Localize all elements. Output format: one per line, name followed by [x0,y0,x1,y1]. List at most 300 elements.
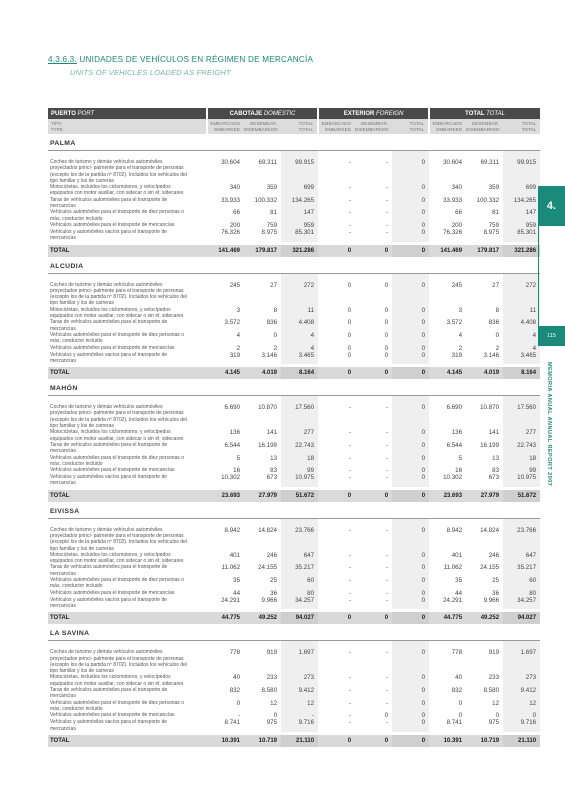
table-row [48,687,540,700]
cell-value: 10.302 [221,474,241,482]
cell-value: 9.412 [281,687,318,700]
cell-value: 0 [503,712,540,719]
cell-value: 0 [392,564,429,577]
cell-value: - [348,577,352,585]
cell-value: 14.824 [480,526,500,534]
cell-value: 759 [266,221,278,229]
port-name: LA SAVINA [48,627,540,641]
cell-value: 0 [236,699,241,707]
cell-value: 4 [281,345,318,352]
table-row [48,273,540,307]
total-value: 0 [392,245,429,257]
cell-value: 2 [495,344,500,352]
cell-value: 99 [503,467,540,474]
cell-value: 0 [392,209,429,222]
cell-value: - [348,674,352,682]
table-row [48,712,540,719]
header-foreign: EXTERIOR FOREIGN [318,108,429,119]
cell-value: 272 [281,273,318,307]
port-name: ALCUDIA [48,260,540,274]
cell-value: 4.408 [503,319,540,332]
cell-value: 673 [266,474,278,482]
cell-value: - [385,719,389,727]
cell-value: 0 [384,331,389,339]
cell-value: 25 [492,577,500,585]
cell-value: 33.933 [443,196,463,204]
total-value: 0 [392,612,429,624]
table-row [48,577,540,590]
cell-value: 0 [392,429,429,442]
cell-value: 18 [281,455,318,468]
table-row [48,229,540,242]
hdr-tot-disembarked: DESEMBAR. DISEMBARKED [466,119,503,134]
cell-value: 81 [270,209,278,217]
cell-value: 23.766 [281,518,318,552]
cell-value: 0 [392,641,429,675]
cell-value: 27 [492,281,500,289]
cell-value: 0 [273,712,278,720]
cell-value: 0 [392,184,429,197]
cell-value: 0 [392,597,429,610]
cell-value: 12 [492,699,500,707]
cell-value: 401 [229,551,241,559]
table-row [48,222,540,229]
cell-value: 0 [392,518,429,552]
section-subtitle: UNITS OF VEHICLES LOADED AS FREIGHT [70,68,231,77]
cell-value: - [348,196,352,204]
cell-value: 6.690 [224,404,241,412]
row-label: Motocicletas, incluidos los ciclomotores, y velocípedos equipados con motor auxiliar, con sidecar o sin él; sidecares [50,429,184,442]
cell-value: 3.572 [446,319,463,327]
total-value: 0 [355,367,392,379]
total-value: 23.693 [207,490,244,502]
cell-value: 141 [266,429,278,437]
cell-value: 0 [273,331,278,339]
cell-value: 11 [503,307,540,320]
total-value: 0 [318,490,355,502]
cell-value: 76.326 [443,228,463,236]
cell-value: 134.265 [281,197,318,210]
cell-value: - [348,454,352,462]
row-label: Vehículos y automóviles vacíos para el transporte de mercancías [50,351,168,364]
section-title-text: UNIDADES DE VEHÍCULOS EN RÉGIMEN DE MERCANCÍA [79,55,314,64]
total-value: 8.164 [503,367,540,379]
cell-value: 9.716 [503,719,540,732]
cell-value: 836 [266,319,278,327]
cell-value: 0 [392,307,429,320]
cell-value: 3 [458,306,463,314]
cell-value: - [385,551,389,559]
table-row [48,719,540,732]
cell-value: 40 [455,674,463,682]
cell-value: 0 [384,344,389,352]
cell-value: 3.146 [261,351,278,359]
total-value: 94.027 [503,612,540,624]
table-row [48,209,540,222]
hdr-tot-embarked: EMBARCADO EMBARKED [429,119,466,134]
cell-value: - [281,712,318,719]
cell-value: 81 [492,209,500,217]
cell-value: 8.942 [224,526,241,534]
cell-value: 246 [488,551,500,559]
cell-value: - [348,551,352,559]
cell-value: 3.465 [281,352,318,365]
port-name: MAHÓN [48,382,540,396]
cell-value: 6.544 [446,441,463,449]
cell-value: 8.580 [261,687,278,695]
total-value: 10.719 [244,735,281,747]
port-name: PALMA [48,137,540,151]
total-value: 0 [392,490,429,502]
total-value: 10.391 [429,735,466,747]
table-row [48,641,540,675]
total-value: 179.817 [244,245,281,257]
total-value: 0 [318,367,355,379]
cell-value: 0 [392,719,429,732]
cell-value: - [385,454,389,462]
chapter-tab: 4. [538,186,565,226]
cell-value: 4 [236,331,241,339]
cell-value: 0 [347,306,352,314]
section-heading [48,505,540,519]
cell-value: 10.870 [480,404,500,412]
table-row [48,597,540,610]
cell-value: 0 [384,306,389,314]
hdr-dom-embarked: EMBARCADO EMBARKED [207,119,244,134]
cell-value: 3.572 [224,319,241,327]
cell-value: 0 [347,281,352,289]
cell-value: 36 [270,589,278,597]
cell-value: 141 [488,429,500,437]
cell-value: - [385,649,389,657]
table-row [48,396,540,430]
cell-value: 0 [384,281,389,289]
hdr-for-embarked: EMBARCADO EMBARKED [318,119,355,134]
cell-value: 13 [270,454,278,462]
cell-value: - [385,596,389,604]
header-row-sub [48,119,540,134]
cell-value: 35.217 [503,564,540,577]
cell-value: 0 [347,331,352,339]
cell-value: 36 [492,589,500,597]
cell-value: - [385,467,389,475]
cell-value: 24.155 [480,564,500,572]
row-label: Motocicletas, incluidos los ciclomotores, y velocípedos equipados con motor auxiliar, con sidecar o sin él; sidecares [50,306,184,320]
cell-value: 647 [503,552,540,565]
cell-value: - [385,577,389,585]
cell-value: - [385,228,389,236]
cell-value: 27 [270,281,278,289]
cell-value: 10.302 [443,474,463,482]
cell-value: 4 [281,332,318,345]
cell-value: - [348,564,352,572]
cell-value: 0 [392,222,429,229]
cell-value: 69.311 [480,159,500,166]
cell-value: 60 [281,577,318,590]
cell-value: 9.966 [483,596,500,604]
section-heading [48,260,540,274]
cell-value: - [385,404,389,412]
cell-value: - [385,429,389,437]
table-row [48,518,540,552]
cell-value: 0 [392,229,429,242]
cell-value: 30.604 [443,159,463,166]
cell-value: 3.465 [503,352,540,365]
cell-value: 69.311 [258,159,278,166]
cell-value: - [348,467,352,475]
row-label: Vehículos y automóviles vacíos para el transporte de mercancías [50,719,168,732]
cell-value: 9.966 [261,596,278,604]
total-label: TOTAL [48,490,190,502]
row-label: Taras de vehículos automóviles para el transporte de mercancías [50,196,168,210]
cell-value: 134.265 [503,197,540,210]
total-value: 49.252 [244,612,281,624]
table-row [48,307,540,320]
cell-value: 16.199 [480,441,500,449]
cell-value: 4 [458,331,463,339]
cell-value: 33.933 [221,196,241,204]
cell-value: 2 [458,344,463,352]
cell-value: 17.560 [503,396,540,430]
cell-value: 1.697 [503,641,540,675]
cell-value: 10.975 [503,474,540,487]
cell-value: 34.257 [503,597,540,610]
cell-value: 0 [392,700,429,713]
row-label: Vehículos automóviles para el transporte de diez personas o más, conductor incluido [50,699,184,712]
cell-value: 8.741 [224,719,241,727]
cell-value: 6.690 [446,404,463,412]
total-value: 0 [318,612,355,624]
cell-value: 136 [229,429,241,437]
total-value: 0 [318,735,355,747]
total-value: 0 [392,367,429,379]
cell-value: 0 [392,474,429,487]
table-row [48,590,540,597]
cell-value: 233 [266,674,278,682]
total-value: 10.719 [466,735,503,747]
total-value: 141.469 [207,245,244,257]
table-row [48,151,540,185]
cell-value: 0 [392,352,429,365]
cell-value: 14.824 [258,526,278,534]
cell-value: 136 [451,429,463,437]
row-label: Motocicletas, incluidos los ciclomotores, y velocípedos equipados con motor auxiliar, con sidecar o sin él; sidecares [50,551,184,565]
cell-value: 0 [392,332,429,345]
cell-value: - [348,209,352,217]
cell-value: 0 [392,197,429,210]
cell-value: 673 [488,474,500,482]
cell-value: 8.580 [483,687,500,695]
cell-value: - [385,221,389,229]
cell-value: 233 [488,674,500,682]
cell-value: 0 [392,396,429,430]
cell-value: - [348,441,352,449]
cell-value: - [385,564,389,572]
cell-value: 17.560 [281,396,318,430]
cell-value: - [385,196,389,204]
row-label: Vehículos y automóviles vacíos para el transporte de mercancías [50,474,168,487]
cell-value: 44 [233,589,241,597]
cell-value: 0 [392,590,429,597]
table-row [48,564,540,577]
total-value: 51.672 [503,490,540,502]
total-value: 0 [355,735,392,747]
cell-value: 9.412 [503,687,540,700]
total-value: 4.145 [429,367,466,379]
table-row [48,197,540,210]
cell-value: 44 [455,589,463,597]
cell-value: 100.332 [254,196,278,204]
cell-value: 8.741 [446,719,463,727]
total-value: 141.469 [429,245,466,257]
cell-value: 6.544 [224,441,241,449]
header-type: TIPO TYPE [48,119,207,134]
cell-value: 200 [451,221,463,229]
cell-value: 8.975 [261,228,278,236]
table-row [48,474,540,487]
cell-value: 60 [503,577,540,590]
row-label: Vehículos automóviles para el transporte de mercancías [50,712,175,719]
cell-value: 0 [347,319,352,327]
cell-value: 80 [503,590,540,597]
cell-value: 13 [492,454,500,462]
cell-value: 2 [273,344,278,352]
cell-value: - [348,526,352,534]
table-row [48,345,540,352]
cell-value: 0 [384,712,389,720]
cell-value: 0 [384,351,389,359]
cell-value: 2 [236,344,241,352]
cell-value: 35 [233,577,241,585]
cell-value: 759 [488,221,500,229]
cell-value: - [385,184,389,192]
total-value: 0 [318,245,355,257]
cell-value: - [385,474,389,482]
cell-value: - [385,526,389,534]
cell-value: 24.291 [443,596,463,604]
row-label: Coches de turismo y demás vehículos automóviles proyectados princi- palmente para el transporte de personas (excepto los de la partida nº 8702). Incluidos los vehículos del tipo familiar y los de carreras [50,404,187,430]
vertical-report-label: MEMORIA ANUAL ANNUAL REPORT 2007 [546,362,552,487]
cell-value: 5 [458,454,463,462]
table-row [48,319,540,332]
cell-value: 245 [451,281,463,289]
section-heading [48,137,540,151]
cell-value: 147 [503,209,540,222]
cell-value: 34.257 [281,597,318,610]
hdr-for-disembarked: DESEMBAR. DISEMBARKED [355,119,392,134]
cell-value: 25 [270,577,278,585]
cell-value: 147 [281,209,318,222]
cell-value: 22.743 [281,442,318,455]
total-value: 179.817 [466,245,503,257]
cell-value: 83 [492,467,500,475]
hdr-tot-total: TOTAL TOTAL [503,119,540,134]
cell-value: - [348,719,352,727]
cell-value: 0 [495,712,500,720]
cell-value: - [348,228,352,236]
cell-value: 16.199 [258,441,278,449]
cell-value: - [348,596,352,604]
cell-value: 10.870 [258,404,278,412]
section-heading [48,382,540,396]
total-row [48,612,540,624]
cell-value: - [348,159,352,166]
total-value: 321.286 [503,245,540,257]
cell-value: 277 [503,429,540,442]
cell-value: 24.155 [258,564,278,572]
cell-value: 11.062 [221,564,241,572]
table-row [48,700,540,713]
header-total: TOTAL TOTAL [429,108,540,119]
cell-value: 359 [488,184,500,192]
cell-value: 99.915 [281,151,318,185]
cell-value: 832 [229,687,241,695]
header-row-groups [48,108,540,119]
cell-value: - [385,209,389,217]
cell-value: 8.975 [483,228,500,236]
cell-value: - [348,712,352,720]
total-value: 321.286 [281,245,318,257]
cell-value: 76.326 [221,228,241,236]
row-label: Vehículos y automóviles vacíos para el transporte de mercancías [50,228,168,242]
total-value: 44.775 [429,612,466,624]
cell-value: - [385,687,389,695]
cell-value: 340 [229,184,241,192]
hdr-dom-total: TOTAL TOTAL [281,119,318,134]
row-label: Coches de turismo y demás vehículos automóviles proyectados princi- palmente para el transporte de personas (excepto los de la partida nº 8702). Incluidos los vehículos del tipo familiar y los de carreras [50,281,187,307]
cell-value: 401 [451,551,463,559]
cell-value: 83 [270,467,278,475]
row-label: Taras de vehículos automóviles para el transporte de mercancías [50,687,168,700]
cell-value: 11 [281,307,318,320]
total-label: TOTAL [48,612,190,624]
cell-value: 359 [266,184,278,192]
cell-value: 246 [266,551,278,559]
row-label: Vehículos automóviles para el transporte de mercancías [50,467,175,474]
total-value: 23.693 [429,490,466,502]
total-value: 4.145 [207,367,244,379]
cell-value: 35 [455,577,463,585]
cell-value: 245 [229,281,241,289]
cell-value: 66 [233,209,241,217]
cell-value: 8 [495,306,500,314]
total-value: 8.164 [281,367,318,379]
total-row [48,367,540,379]
cell-value: 80 [281,590,318,597]
cell-value: 0 [495,331,500,339]
cell-value: 272 [503,273,540,307]
cell-value: 24.291 [221,596,241,604]
table-row [48,455,540,468]
total-value: 27.979 [466,490,503,502]
cell-value: 85.301 [503,229,540,242]
cell-value: 16 [455,467,463,475]
cell-value: 0 [392,319,429,332]
table-row [48,467,540,474]
cell-value: - [385,674,389,682]
cell-value: - [348,429,352,437]
total-label: TOTAL [48,245,190,257]
total-value: 27.979 [244,490,281,502]
total-value: 10.391 [207,735,244,747]
cell-value: 0 [347,351,352,359]
cell-value: 3.146 [483,351,500,359]
total-label: TOTAL [48,735,190,747]
cell-value: - [348,649,352,657]
cell-value: - [385,589,389,597]
cell-value: - [385,441,389,449]
cell-value: 66 [455,209,463,217]
